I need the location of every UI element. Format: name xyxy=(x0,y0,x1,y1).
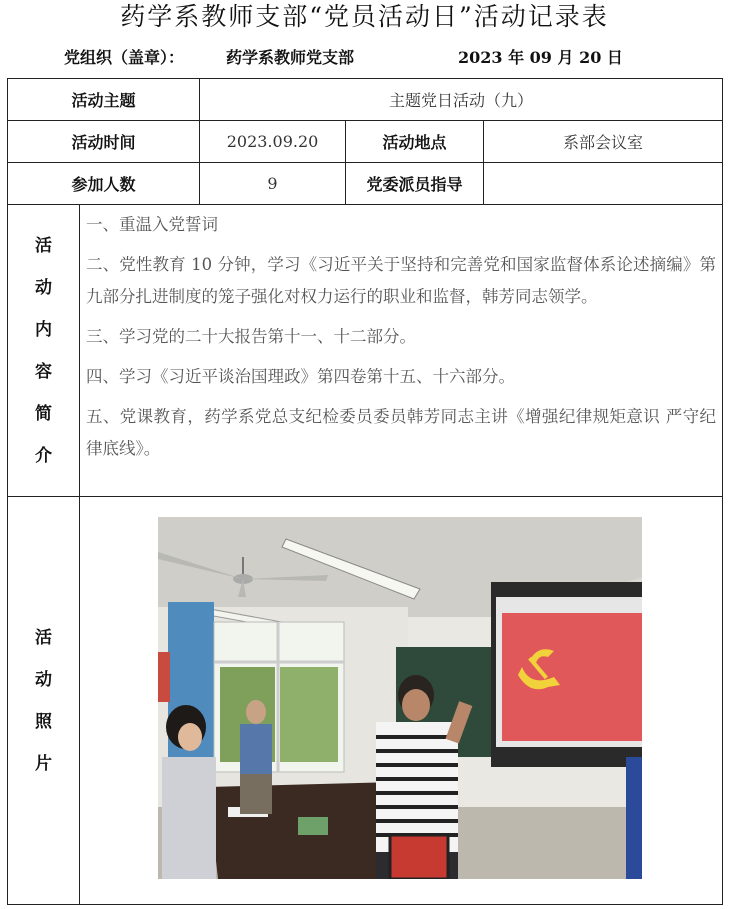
place-value: 系部会议室 xyxy=(484,121,723,163)
record-table xyxy=(7,78,723,905)
theme-row xyxy=(8,79,723,121)
place-label: 活动地点 xyxy=(346,121,484,163)
small-flag xyxy=(390,835,448,879)
time-label: 活动时间 xyxy=(8,121,200,163)
org-label: 党组织（盖章）： xyxy=(64,48,185,67)
content-item: 五、党课教育，药学系党总支纪检委员委员韩芳同志主讲《增强纪律规矩意识 严守纪律底线》。 xyxy=(86,407,717,458)
org-name: 药学系教师党支部 xyxy=(226,48,355,67)
content-text xyxy=(80,205,723,497)
content-row xyxy=(8,205,723,497)
content-item: 一、重温入党誓词 xyxy=(86,215,218,234)
photo-cell xyxy=(80,497,723,905)
projector-screen xyxy=(491,582,642,767)
count-value: 9 xyxy=(200,163,346,205)
activity-photo xyxy=(158,517,642,879)
content-item: 四、学习《习近平谈治国理政》第四卷第十五、十六部分。 xyxy=(86,367,515,386)
count-label: 参加人数 xyxy=(8,163,200,205)
theme-value: 主题党日活动（九） xyxy=(200,79,723,121)
content-item: 三、学习党的二十大报告第十一、十二部分。 xyxy=(86,327,416,346)
time-row xyxy=(8,121,723,163)
record-date: 2023 年 09 月 20 日 xyxy=(458,48,623,67)
theme-label: 活动主题 xyxy=(8,79,200,121)
time-value: 2023.09.20 xyxy=(200,121,346,163)
guide-value xyxy=(484,163,723,205)
document-title: 药学系教师支部“党员活动日”活动记录表 xyxy=(120,2,609,31)
window xyxy=(214,622,344,772)
content-item: 二、党性教育 10 分钟，学习《习近平关于坚持和完善党和国家监督体系论述摘编》第九部分扎进制度的笼子强化对权力运行的职业和监督，韩芳同志领学。 xyxy=(86,255,717,306)
count-row xyxy=(8,163,723,205)
photo-row xyxy=(8,497,723,905)
photo-label: 活 动 照 片 xyxy=(8,497,80,905)
guide-label: 党委派员指导 xyxy=(346,163,484,205)
content-label: 活 动 内 容 简 介 xyxy=(8,205,80,497)
